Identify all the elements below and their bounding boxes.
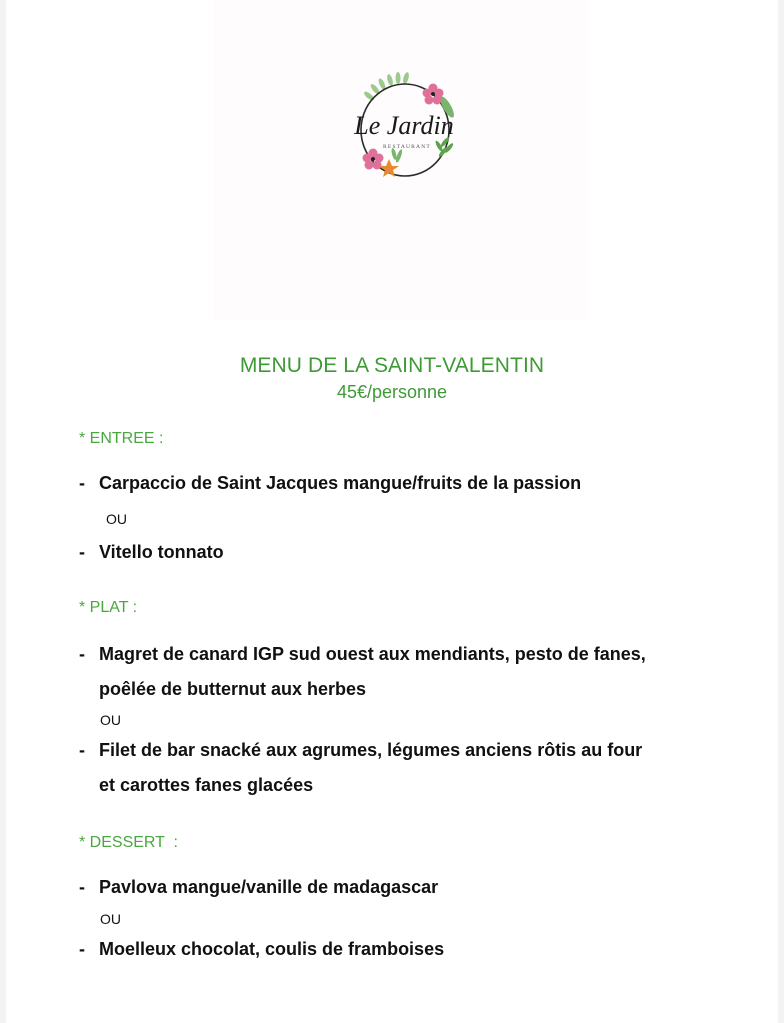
dish-name: Carpaccio de Saint Jacques mangue/fruits de la passion bbox=[99, 473, 582, 493]
section-heading-dessert: * DESSERT : bbox=[79, 834, 178, 851]
leaf-icon bbox=[363, 72, 410, 102]
dish-item bbox=[79, 535, 224, 570]
dish-item bbox=[79, 870, 438, 905]
or-separator: OU bbox=[100, 712, 121, 728]
bullet-dash: - bbox=[79, 877, 85, 897]
bullet-dash: - bbox=[79, 542, 85, 562]
dish-name: Vitello tonnato bbox=[99, 542, 224, 562]
dish-name-continued: et carottes fanes glacées bbox=[99, 775, 314, 795]
bullet-dash: - bbox=[79, 939, 85, 959]
dish-item bbox=[79, 466, 581, 501]
or-separator: OU bbox=[106, 511, 127, 527]
or-separator: OU bbox=[100, 911, 121, 927]
dish-name: Pavlova mangue/vanille de madagascar bbox=[99, 877, 439, 897]
menu-title: MENU DE LA SAINT-VALENTIN bbox=[239, 354, 545, 377]
flower-icon bbox=[423, 84, 444, 105]
bullet-dash: - bbox=[79, 473, 85, 493]
logo-tagline: RESTAURANT bbox=[383, 144, 431, 150]
bullet-dash: - bbox=[79, 644, 85, 664]
menu-page bbox=[6, 0, 778, 1023]
le-jardin-logo bbox=[347, 72, 465, 184]
section-heading-entree: * ENTREE : bbox=[79, 430, 164, 447]
dish-name-continued: poêlée de butternut aux herbes bbox=[99, 679, 367, 699]
logo-name: Le Jardin bbox=[354, 111, 454, 140]
dish-name: Moelleux chocolat, coulis de framboises bbox=[99, 939, 445, 959]
dish-item bbox=[79, 932, 444, 967]
dish-item bbox=[79, 733, 642, 803]
dish-name: Filet de bar snacké aux agrumes, légumes anciens rôtis au four bbox=[99, 740, 643, 760]
menu-price: 45€/personne bbox=[336, 382, 448, 402]
bullet-dash: - bbox=[79, 740, 85, 760]
logo-area bbox=[213, 0, 588, 320]
dish-item bbox=[79, 637, 646, 707]
section-heading-plat: * PLAT : bbox=[79, 599, 138, 616]
dish-name: Magret de canard IGP sud ouest aux mendiants, pesto de fanes, bbox=[99, 644, 646, 664]
leaf-icon bbox=[391, 148, 404, 164]
